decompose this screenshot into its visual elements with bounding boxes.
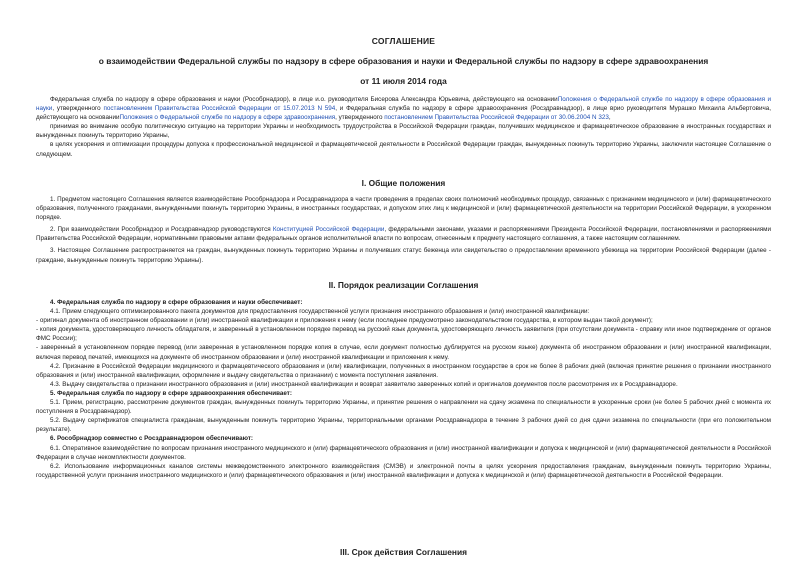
clause-4-1-item-translation: - заверенный в установленном порядке перевод (или заверенная в установленном порядке копия в случае, если документ полностью дублируется на русском языке) документа об иностранном образовании и (или) иностранной квалификации, включая перевод печатей, имеющихся на документе об иностранном образовании и (или) иностранной квалификации и приложения к нему. bbox=[36, 344, 771, 361]
intro-text: , и Федеральная служба по надзору в сфере здравоохранения (Росздравнадзор), в лице врио руководителя Мурашко Михаила Альбертовича, действующего на основании bbox=[36, 105, 771, 122]
link-roszdravnadzor-regulation[interactable]: Положения о Федеральной службе по надзору в сфере здравоохранения bbox=[119, 114, 336, 122]
clause-4-1-item-identity: - копия документа, удостоверяющего личность обладателя, и заверенный в установленном порядке перевод на русский язык документа, удостоверяющего личность заявителя (при отсутствии документа - справку или иное подтверждение от органов ФМС России); bbox=[36, 326, 771, 343]
intro-text: , утвержденного bbox=[335, 114, 385, 122]
intro bbox=[36, 95, 771, 159]
clause-6-heading: 6. Рособрнадзор совместно с Росздравнадзором обеспечивают: bbox=[50, 435, 254, 443]
clause-4-3: 4.3. Выдачу свидетельства о признании иностранного образования и (или) иностранной квалификации и возврат заявителю заверенных копий и оригиналов документов после рассмотрения их в Росздравнадзоре. bbox=[50, 380, 678, 388]
link-resolution-323[interactable]: постановлением Правительства Российской Федерации от 30.06.2004 N 323 bbox=[384, 114, 609, 122]
intro-text: , bbox=[608, 114, 611, 122]
link-constitution[interactable]: Конституцией Российской Федерации bbox=[272, 226, 385, 234]
document-title: СОГЛАШЕНИЕ bbox=[371, 36, 436, 46]
section-1-paragraph-1: 1. Предметом настоящего Соглашения является взаимодействие Рособрнадзора и Росздравнадзора в части проведения в пределах своих полномочий необходимых процедур, связанных с признанием медицинского и (или) фармацевтического образования, полученного гражданами, вынужденными покинуть территорию Украины, в иностранных государствах, и допуском этих лиц к медицинской и (или) фармацевтической деятельности на территории Российской Федерации, в ускоренном порядке. bbox=[36, 196, 771, 222]
clause-5-1: 5.1. Прием, регистрацию, рассмотрение документов граждан, вынужденных покинуть территорию Украины, и принятие решения о направлении на сдачу экзамена по специальности в ускоренные сроки (не более 5 рабочих дней с момента их поступления в Росздравнадзор). bbox=[36, 399, 771, 416]
section-1-paragraph-3: 3. Настоящее Соглашение распространяется на граждан, вынужденных покинуть территорию Украины и получивших статус беженца или свидетельство о предоставлении временного убежища на территории Российской Федерации (далее - граждане, вынужденные покинуть территорию Украины). bbox=[36, 247, 771, 264]
clause-4-2: 4.2. Признание в Российской Федерации медицинского и фармацевтического образования и (или) квалификации, полученных в иностранном государстве в срок не более 8 рабочих дней (включая принятие решения о признании иностранного образования и (или) иностранной квалификации, оформление и выдачу свидетельства о признании) с момента поступления заявления. bbox=[36, 362, 771, 379]
section-1-text: 2. При взаимодействии Рособрнадзор и Росздравнадзор руководствуются bbox=[50, 226, 273, 234]
section-1-text: , федеральными законами, указами и распоряжениями Президента Российской Федерации, постановлениями и распоряжениями Правительства Российской Федерации, нормативными правовыми актами федеральных органов исполнительной власти по вопросам, отнесенным к предмету настоящего соглашения, а также настоящим соглашением. bbox=[36, 226, 772, 243]
intro-paragraph-parties bbox=[36, 95, 771, 122]
section-2-title: II. Порядок реализации Соглашения bbox=[328, 280, 479, 290]
link-resolution-594[interactable]: постановлением Правительства Российской Федерации от 15.07.2013 N 594 bbox=[103, 105, 336, 113]
document-date: от 11 июля 2014 года bbox=[360, 76, 447, 86]
section-1-paragraph-2 bbox=[36, 225, 771, 243]
clause-6-1: 6.1. Оперативное взаимодействие по вопросам признания иностранного медицинского и (или) фармацевтического образования и (или) иностранной квалификации и допуска к медицинской и (или) фармацевтической деятельности в Российской Федерации в случае некомплектности документов. bbox=[36, 444, 771, 461]
clause-4-1: 4.1. Прием следующего оптимизированного пакета документов для предоставления государственной услуги признания иностранного образования и (или) иностранной квалификации: bbox=[50, 308, 590, 316]
intro-paragraph-purpose: в целях ускорения и оптимизации процедуры допуска к профессиональной медицинской и фармацевтической деятельности в Российской Федерации граждан, вынужденных покинуть территорию Украины, заключили настоящее Соглашение о следующем. bbox=[36, 141, 771, 158]
intro-text: , утвержденного bbox=[52, 105, 104, 113]
intro-paragraph-situation: принимая во внимание особую политическую ситуацию на территории Украины и необходимость трудоустройства в Российской Федерации граждан, получивших медицинское и фармацевтическое образование в иностранных государствах и вынужденных покинуть территорию Украины, bbox=[36, 123, 771, 140]
intro-text: Федеральная служба по надзору в сфере образования и науки (Рособрнадзор), в лице и.о. руководителя Бисерова Александра Юрьевича, действующего на основании bbox=[50, 96, 558, 103]
clause-6-2: 6.2. Использование информационных каналов системы межведомственного электронного взаимодействия (СМЭВ) и электронной почты в целях ускорения предоставления гражданам, вынужденным покинуть территорию Украины, государственной услуги признания иностранного медицинского и (или) фармацевтического образования и (или) иностранной квалификации и допуска к медицинской и (или) фармацевтической деятельности в Российской Федерации. bbox=[36, 462, 771, 479]
section-1 bbox=[36, 195, 771, 265]
clause-4-heading: 4. Федеральная служба по надзору в сфере образования и науки обеспечивает: bbox=[50, 299, 303, 306]
section-2 bbox=[36, 298, 771, 480]
section-3-title: III. Срок действия Соглашения bbox=[340, 547, 467, 557]
document-subtitle: о взаимодействии Федеральной службы по надзору в сфере образования и науки и Федеральной службы по надзору в сфере здравоохранения bbox=[98, 56, 709, 66]
clause-5-2: 5.2. Выдачу сертификатов специалиста гражданам, вынужденным покинуть территорию Украины, территориальными органами Росздравнадзора в течение 3 рабочих дней со дня сдачи экзамена по специальности (при его положительном результате). bbox=[36, 417, 771, 434]
clause-4-1-item-original: - оригинал документа об иностранном образовании и (или) иностранной квалификации и приложения к нему (если последнее предусмотрено законодательством государства, в котором выдан такой документ); bbox=[36, 317, 653, 325]
link-rosobrnadzor-regulation[interactable]: Положения о Федеральной службе по надзору в сфере образования и науки bbox=[36, 96, 772, 113]
clause-5-heading: 5. Федеральная служба по надзору в сфере здравоохранения обеспечивает: bbox=[50, 389, 292, 397]
section-1-title: I. Общие положения bbox=[361, 178, 446, 188]
